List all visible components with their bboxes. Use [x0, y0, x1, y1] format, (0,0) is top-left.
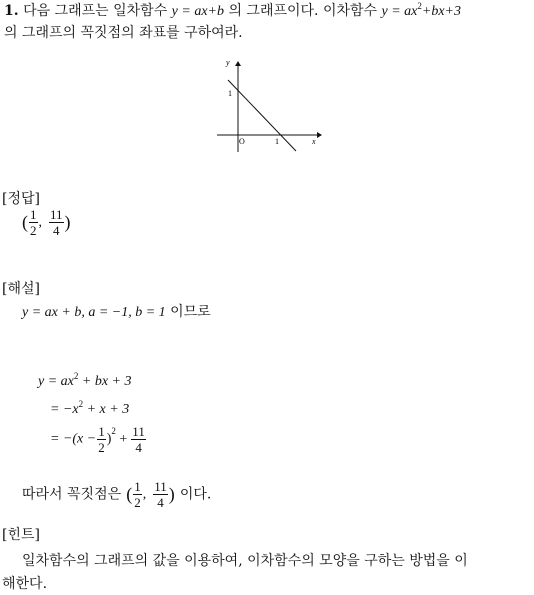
- eq1-part-b: + bx + 3: [78, 374, 132, 389]
- solution-coefficients: y = ax + b, a = −1, b = 1: [22, 305, 166, 320]
- solution-conclusion: [22, 479, 211, 510]
- conclusion-x-numerator: 1: [134, 479, 141, 494]
- x-intercept-label: 1: [275, 137, 279, 146]
- y-axis-label: y: [226, 58, 230, 67]
- solution-equation-1: [38, 372, 131, 391]
- eq3-numerator-1: 1: [98, 424, 105, 439]
- answer-x-denominator: 2: [30, 223, 37, 238]
- answer-x-numerator: 1: [30, 207, 37, 222]
- answer-open-paren: (: [22, 212, 28, 232]
- conclusion-prefix: 따라서 꼭짓점은: [22, 486, 122, 503]
- x-axis-label: x: [312, 137, 316, 146]
- linear-function-expression: y = ax+b: [171, 4, 224, 19]
- solution-line-1-text: 이므로: [170, 304, 211, 320]
- answer-y-numerator: 11: [50, 207, 63, 222]
- eq2-exponent: 2: [78, 399, 84, 409]
- answer-close-paren: ): [64, 212, 71, 232]
- hint-header: [힌트]: [2, 527, 40, 543]
- conclusion-x-denominator: 2: [134, 495, 141, 510]
- conclusion-y-numerator: 11: [154, 479, 167, 494]
- y-axis-arrow-icon: [235, 61, 241, 66]
- quadratic-expression-part-b: +bx+3: [421, 4, 461, 19]
- eq3-exponent: 2: [111, 426, 116, 436]
- eq3-fraction-1: [97, 424, 106, 455]
- hint-line-1: 일차함수의 그래프의 값을 이용하여, 이차함수의 모양을 구하는 방법을 이: [22, 553, 468, 569]
- eq1-part-a: y = ax: [38, 374, 74, 389]
- question-number: 1.: [4, 3, 19, 19]
- x-axis-arrow-icon: [317, 132, 322, 138]
- answer-x-fraction: [29, 207, 38, 238]
- hint-line-2: 해한다.: [2, 576, 48, 592]
- origin-label: O: [239, 137, 245, 146]
- eq3-part-a: = −(x −: [50, 431, 97, 447]
- eq3-denominator-1: 2: [98, 440, 105, 455]
- eq3-close-paren: ): [106, 431, 112, 447]
- y-intercept-label: 1: [228, 89, 232, 98]
- answer-y-fraction: [49, 207, 64, 238]
- conclusion-open-paren: (: [126, 484, 133, 504]
- question-line-2: 의 그래프의 꼭짓점의 좌표를 구하여라.: [4, 25, 243, 41]
- answer-header: [정답]: [2, 191, 40, 207]
- question-line-1: [4, 2, 461, 21]
- quadratic-exponent: 2: [417, 1, 422, 11]
- question-text-mid: 의 그래프이다. 이차함수: [228, 3, 378, 19]
- conclusion-y-fraction: [153, 479, 168, 510]
- eq3-plus: +: [115, 431, 128, 447]
- conclusion-suffix: 이다.: [179, 486, 212, 503]
- conclusion-y-denominator: 4: [153, 494, 168, 510]
- answer-y-denominator: 4: [49, 222, 64, 238]
- eq3-numerator-2: 11: [132, 424, 145, 439]
- answer-coordinates: [22, 207, 71, 238]
- quadratic-expression-part-a: y = ax: [381, 4, 418, 19]
- solution-equation-2: [50, 400, 129, 419]
- answer-comma: ,: [38, 214, 42, 230]
- eq3-denominator-2: 4: [131, 439, 146, 455]
- solution-header: [해설]: [2, 281, 40, 297]
- conclusion-close-paren: ): [168, 484, 175, 504]
- linear-function-graph: [212, 56, 324, 154]
- eq1-exponent: 2: [73, 371, 79, 381]
- quadratic-expression: [381, 1, 461, 19]
- eq2-part-a: = −x: [50, 402, 79, 417]
- conclusion-comma: ,: [142, 486, 147, 502]
- question-text-prefix: 다음 그래프는 일차함수: [23, 3, 168, 19]
- solution-line-1: [22, 303, 211, 322]
- eq2-part-b: + x + 3: [83, 402, 130, 417]
- solution-equation-3: [50, 424, 147, 455]
- conclusion-x-fraction: [133, 479, 142, 510]
- eq3-fraction-2: [131, 424, 146, 455]
